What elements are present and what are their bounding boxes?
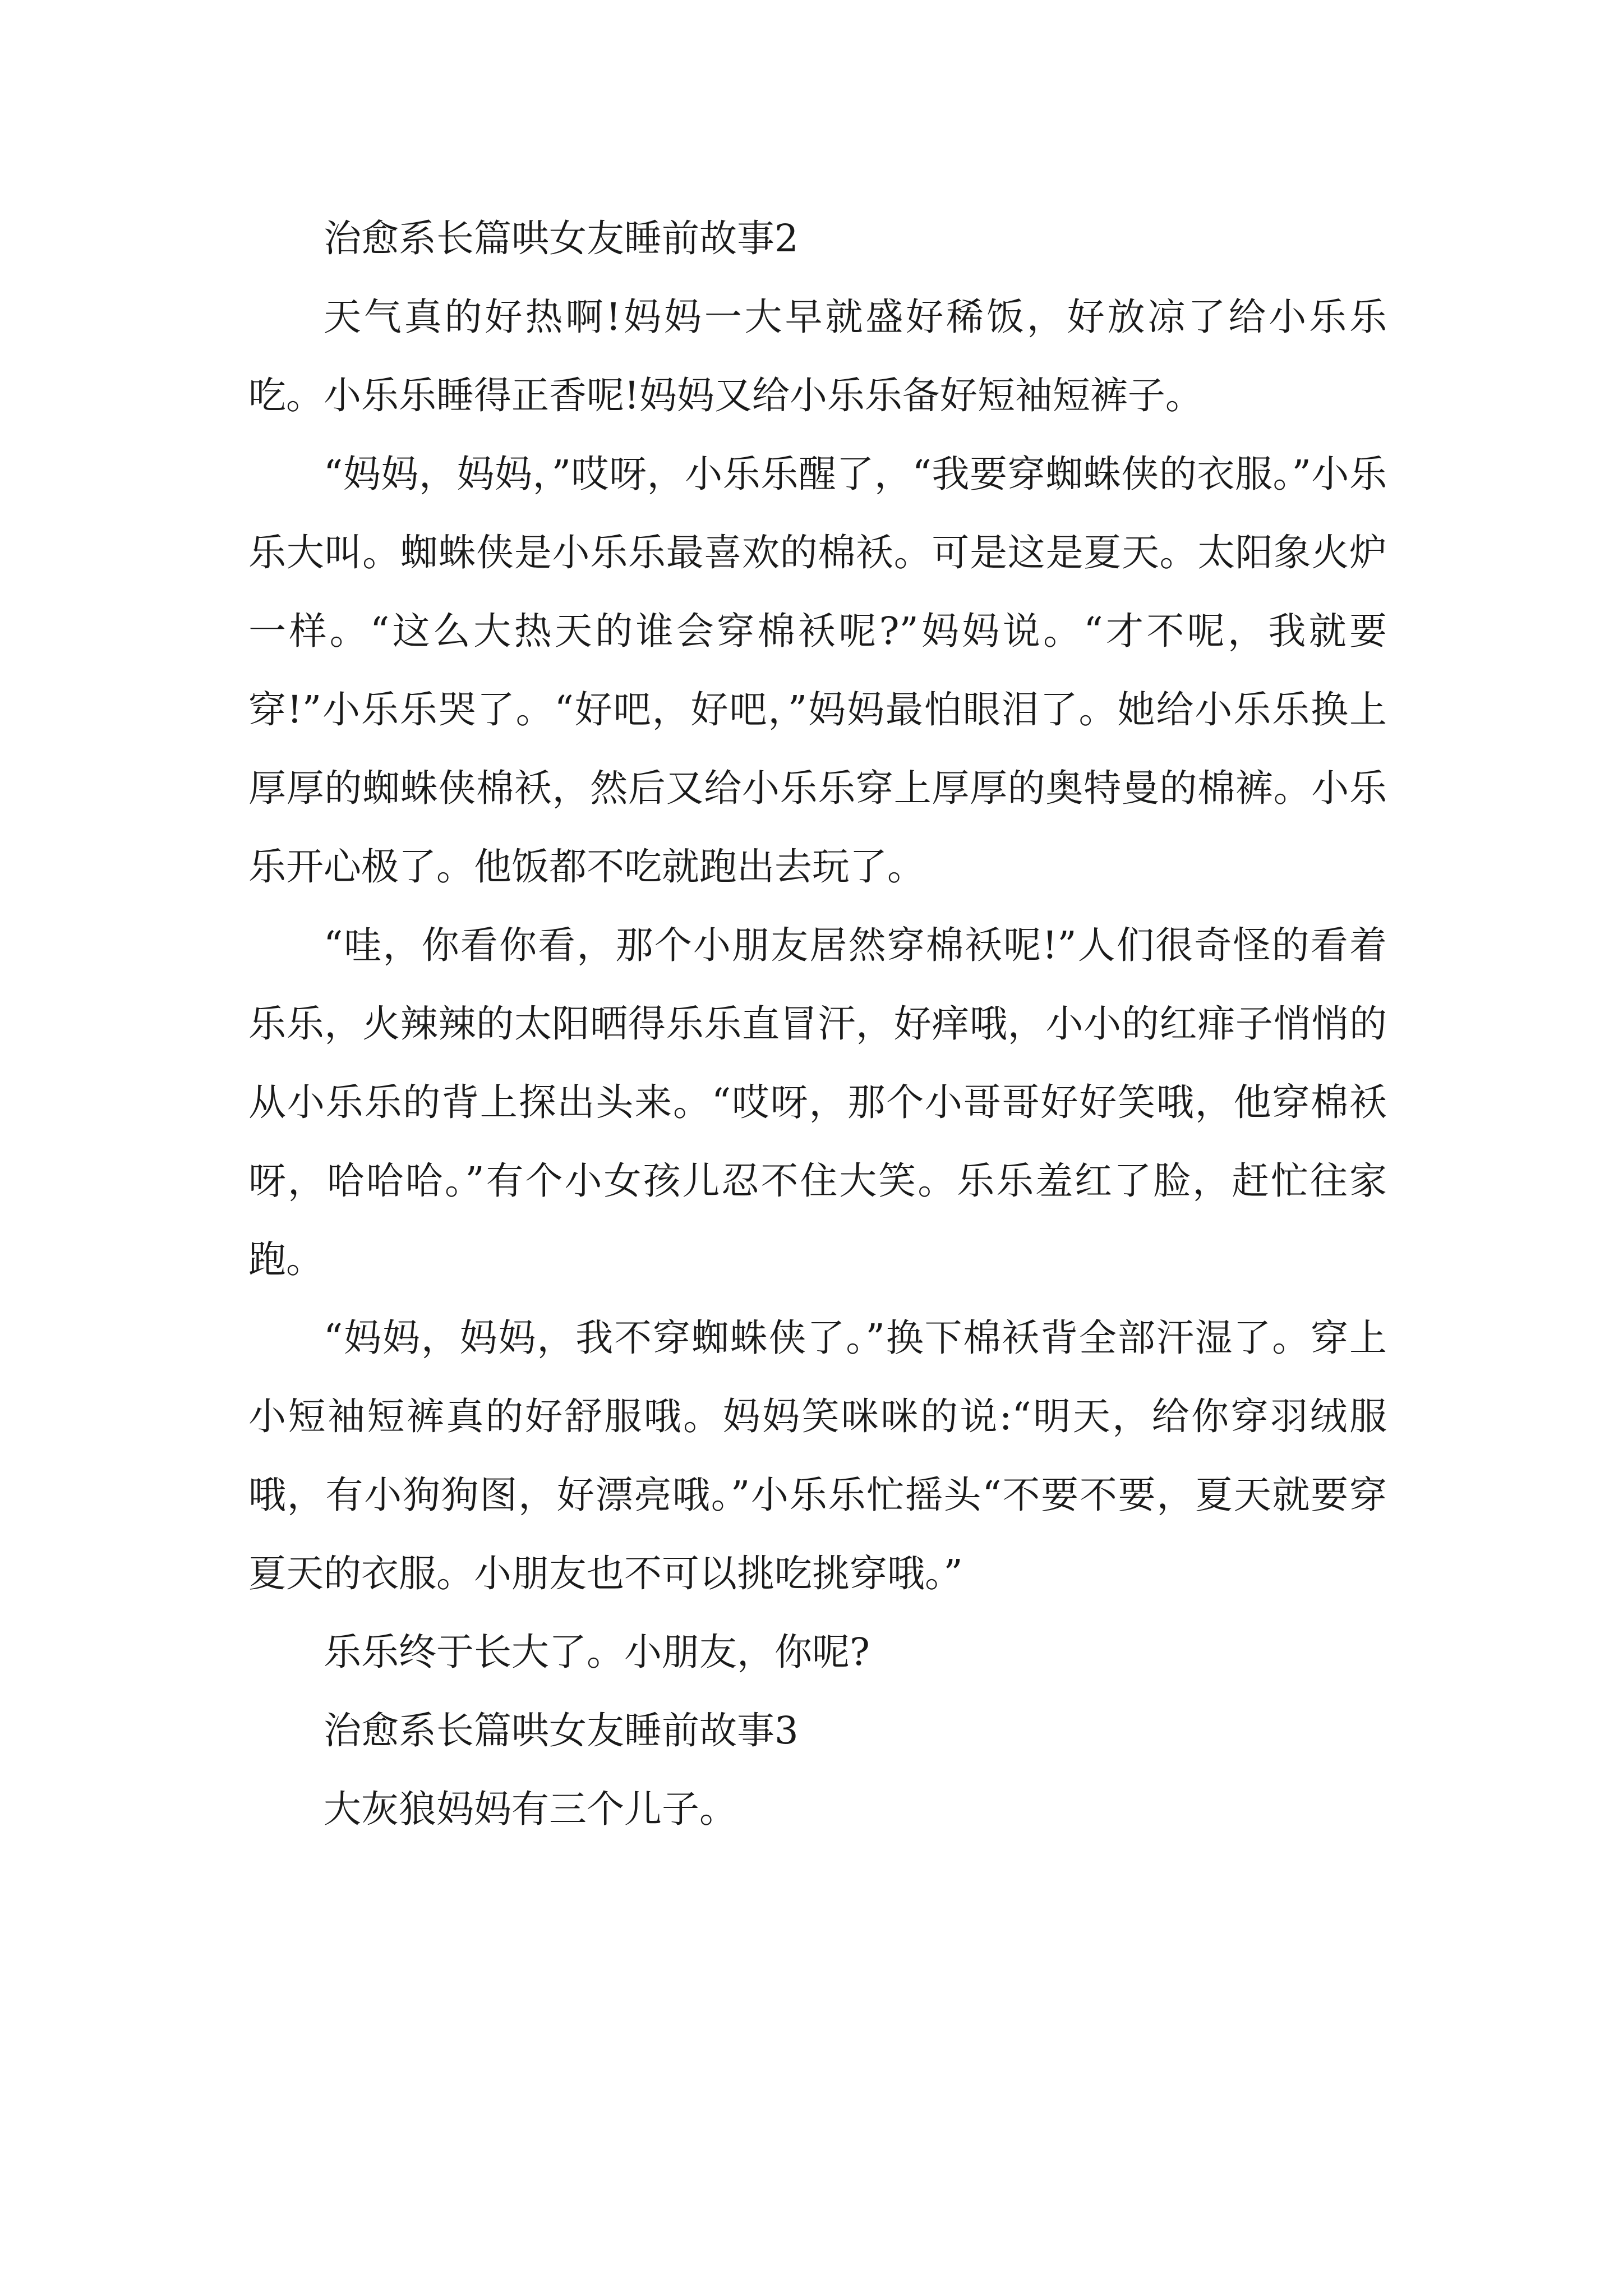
paragraph: 天气真的好热啊!妈妈一大早就盛好稀饭，好放凉了给小乐乐吃。小乐乐睡得正香呢!妈妈又给小乐乐备好短袖短裤子。 bbox=[248, 295, 1387, 417]
paragraph: “妈妈，妈妈，我不穿蜘蛛侠了。”换下棉袄背全部汗湿了。穿上小短袖短裤真的好舒服哦。妈妈笑咪咪的说:“明天，给你穿羽绒服哦，有小狗狗图，好漂亮哦。”小乐乐忙摇头“不要不要，夏天就要穿夏天的衣服。小朋友也不可以挑吃挑穿哦。” bbox=[248, 1316, 1387, 1595]
paragraph: 乐乐终于长大了。小朋友，你呢? bbox=[324, 1630, 870, 1674]
paragraph: 大灰狼妈妈有三个儿子。 bbox=[324, 1787, 737, 1831]
story-2-title: 治愈系长篇哄女友睡前故事2 bbox=[324, 217, 799, 260]
document-body bbox=[248, 199, 1387, 1848]
paragraph: “妈妈，妈妈，”哎呀，小乐乐醒了，“我要穿蜘蛛侠的衣服。”小乐乐大叫。蜘蛛侠是小乐乐最喜欢的棉袄。可是这是夏天。太阳象火炉一样。“这么大热天的谁会穿棉袄呢?”妈妈说。“才不呢，我就要穿!”小乐乐哭了。“好吧，好吧，”妈妈最怕眼泪了。她给小乐乐换上厚厚的蜘蛛侠棉袄，然后又给小乐乐穿上厚厚的奥特曼的棉裤。小乐乐开心极了。他饭都不吃就跑出去玩了。 bbox=[248, 452, 1387, 889]
story-3-title: 治愈系长篇哄女友睡前故事3 bbox=[324, 1709, 799, 1752]
paragraph: “哇，你看你看，那个小朋友居然穿棉袄呢!”人们很奇怪的看着乐乐，火辣辣的太阳晒得乐乐直冒汗，好痒哦，小小的红痱子悄悄的从小乐乐的背上探出头来。“哎呀，那个小哥哥好好笑哦，他穿棉袄呀，哈哈哈。”有个小女孩儿忍不住大笑。乐乐羞红了脸，赶忙往家跑。 bbox=[248, 923, 1387, 1281]
